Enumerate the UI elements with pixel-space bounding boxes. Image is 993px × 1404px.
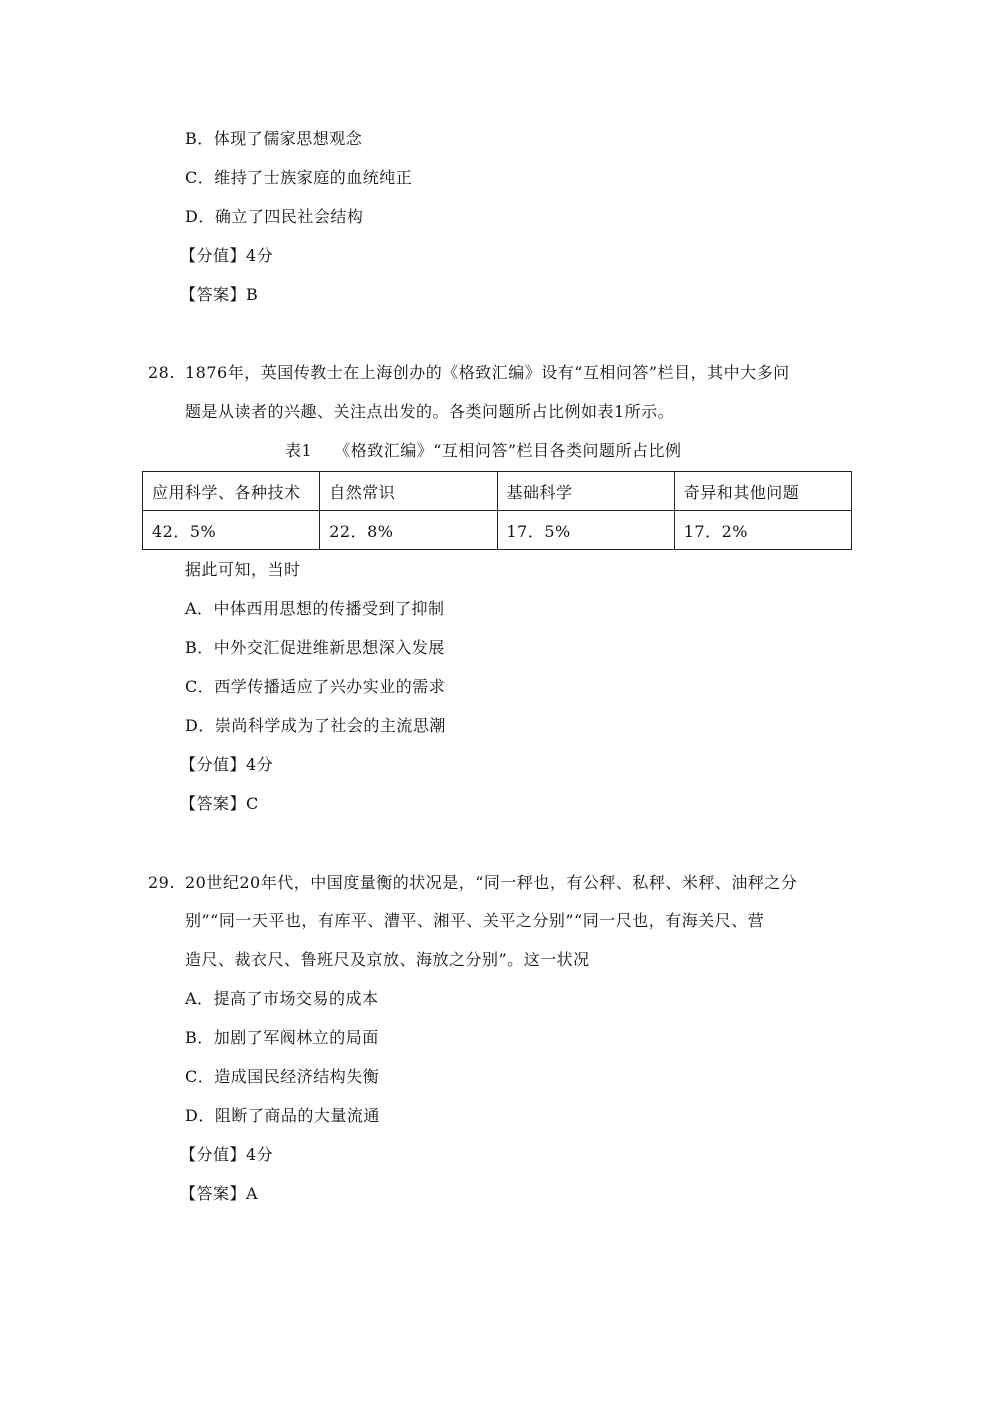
answer-value: B bbox=[246, 285, 259, 304]
option-a: A．提高了市场交易的成本 bbox=[185, 989, 379, 1008]
table-caption-title: 《格致汇编》“互相问答”栏目各类问题所占比例 bbox=[334, 441, 682, 460]
table-header-cell: 自然常识 bbox=[320, 472, 497, 511]
score-value: 4分 bbox=[246, 755, 274, 774]
option-b: B．加剧了军阀林立的局面 bbox=[185, 1028, 379, 1047]
score-value: 4分 bbox=[246, 246, 274, 265]
option-d: D．崇尚科学成为了社会的主流思潮 bbox=[185, 716, 446, 735]
option-d: D．确立了四民社会结构 bbox=[185, 207, 364, 226]
score-value: 4分 bbox=[246, 1145, 274, 1164]
question-text-line: 别”“同一天平也，有库平、漕平、湘平、关平之分别”“同一尺也，有海关尺、营 bbox=[185, 911, 765, 930]
table-header-cell: 应用科学、各种技术 bbox=[143, 472, 320, 511]
table-row bbox=[143, 511, 852, 550]
option-c: C．西学传播适应了兴办实业的需求 bbox=[185, 677, 446, 696]
answer-value: C bbox=[246, 794, 259, 813]
table-cell: 42．5% bbox=[143, 511, 320, 550]
table-caption bbox=[285, 440, 682, 462]
table-header-row bbox=[143, 472, 852, 511]
question-text-line: 1876年，英国传教士在上海创办的《格致汇编》设有“互相问答”栏目，其中大多问 bbox=[185, 363, 790, 382]
answer-value: A bbox=[246, 1184, 259, 1203]
question-number: 28. bbox=[148, 363, 175, 382]
answer-label: 【答案】 bbox=[180, 1184, 247, 1203]
score-line bbox=[180, 1144, 273, 1166]
option-a: A．中体西用思想的传播受到了抑制 bbox=[185, 599, 445, 618]
table-cell: 22．8% bbox=[320, 511, 497, 550]
question-text-line: 题是从读者的兴趣、关注点出发的。各类问题所占比例如表1所示。 bbox=[185, 402, 675, 421]
question-number: 29. bbox=[148, 873, 175, 892]
question-text-line: 20世纪20年代，中国度量衡的状况是，“同一秤也，有公秤、私秤、米秤、油秤之分 bbox=[185, 873, 798, 892]
answer-label: 【答案】 bbox=[180, 285, 247, 304]
score-line bbox=[180, 754, 273, 776]
score-label: 【分值】 bbox=[180, 246, 247, 265]
question-stem-end: 据此可知，当时 bbox=[185, 560, 301, 579]
table-cell: 17．2% bbox=[674, 511, 851, 550]
table-header-cell: 基础科学 bbox=[497, 472, 674, 511]
option-b: B．中外交汇促进维新思想深入发展 bbox=[185, 638, 445, 657]
score-label: 【分值】 bbox=[180, 1145, 247, 1164]
answer-line bbox=[180, 1183, 258, 1205]
table-cell: 17．5% bbox=[497, 511, 674, 550]
option-c: C．造成国民经济结构失衡 bbox=[185, 1067, 380, 1086]
score-label: 【分值】 bbox=[180, 755, 247, 774]
table-header-cell: 奇异和其他问题 bbox=[674, 472, 851, 511]
answer-label: 【答案】 bbox=[180, 794, 247, 813]
answer-line bbox=[180, 793, 259, 815]
table-caption-label: 表1 bbox=[285, 441, 313, 460]
data-table bbox=[142, 471, 852, 550]
score-line bbox=[180, 245, 273, 267]
option-c: C．维持了士族家庭的血统纯正 bbox=[185, 168, 413, 187]
answer-line bbox=[180, 284, 258, 306]
option-b: B．体现了儒家思想观念 bbox=[185, 129, 363, 148]
question-text-line: 造尺、裁衣尺、鲁班尺及京放、海放之分别”。这一状况 bbox=[185, 950, 590, 969]
option-d: D．阻断了商品的大量流通 bbox=[185, 1106, 380, 1125]
